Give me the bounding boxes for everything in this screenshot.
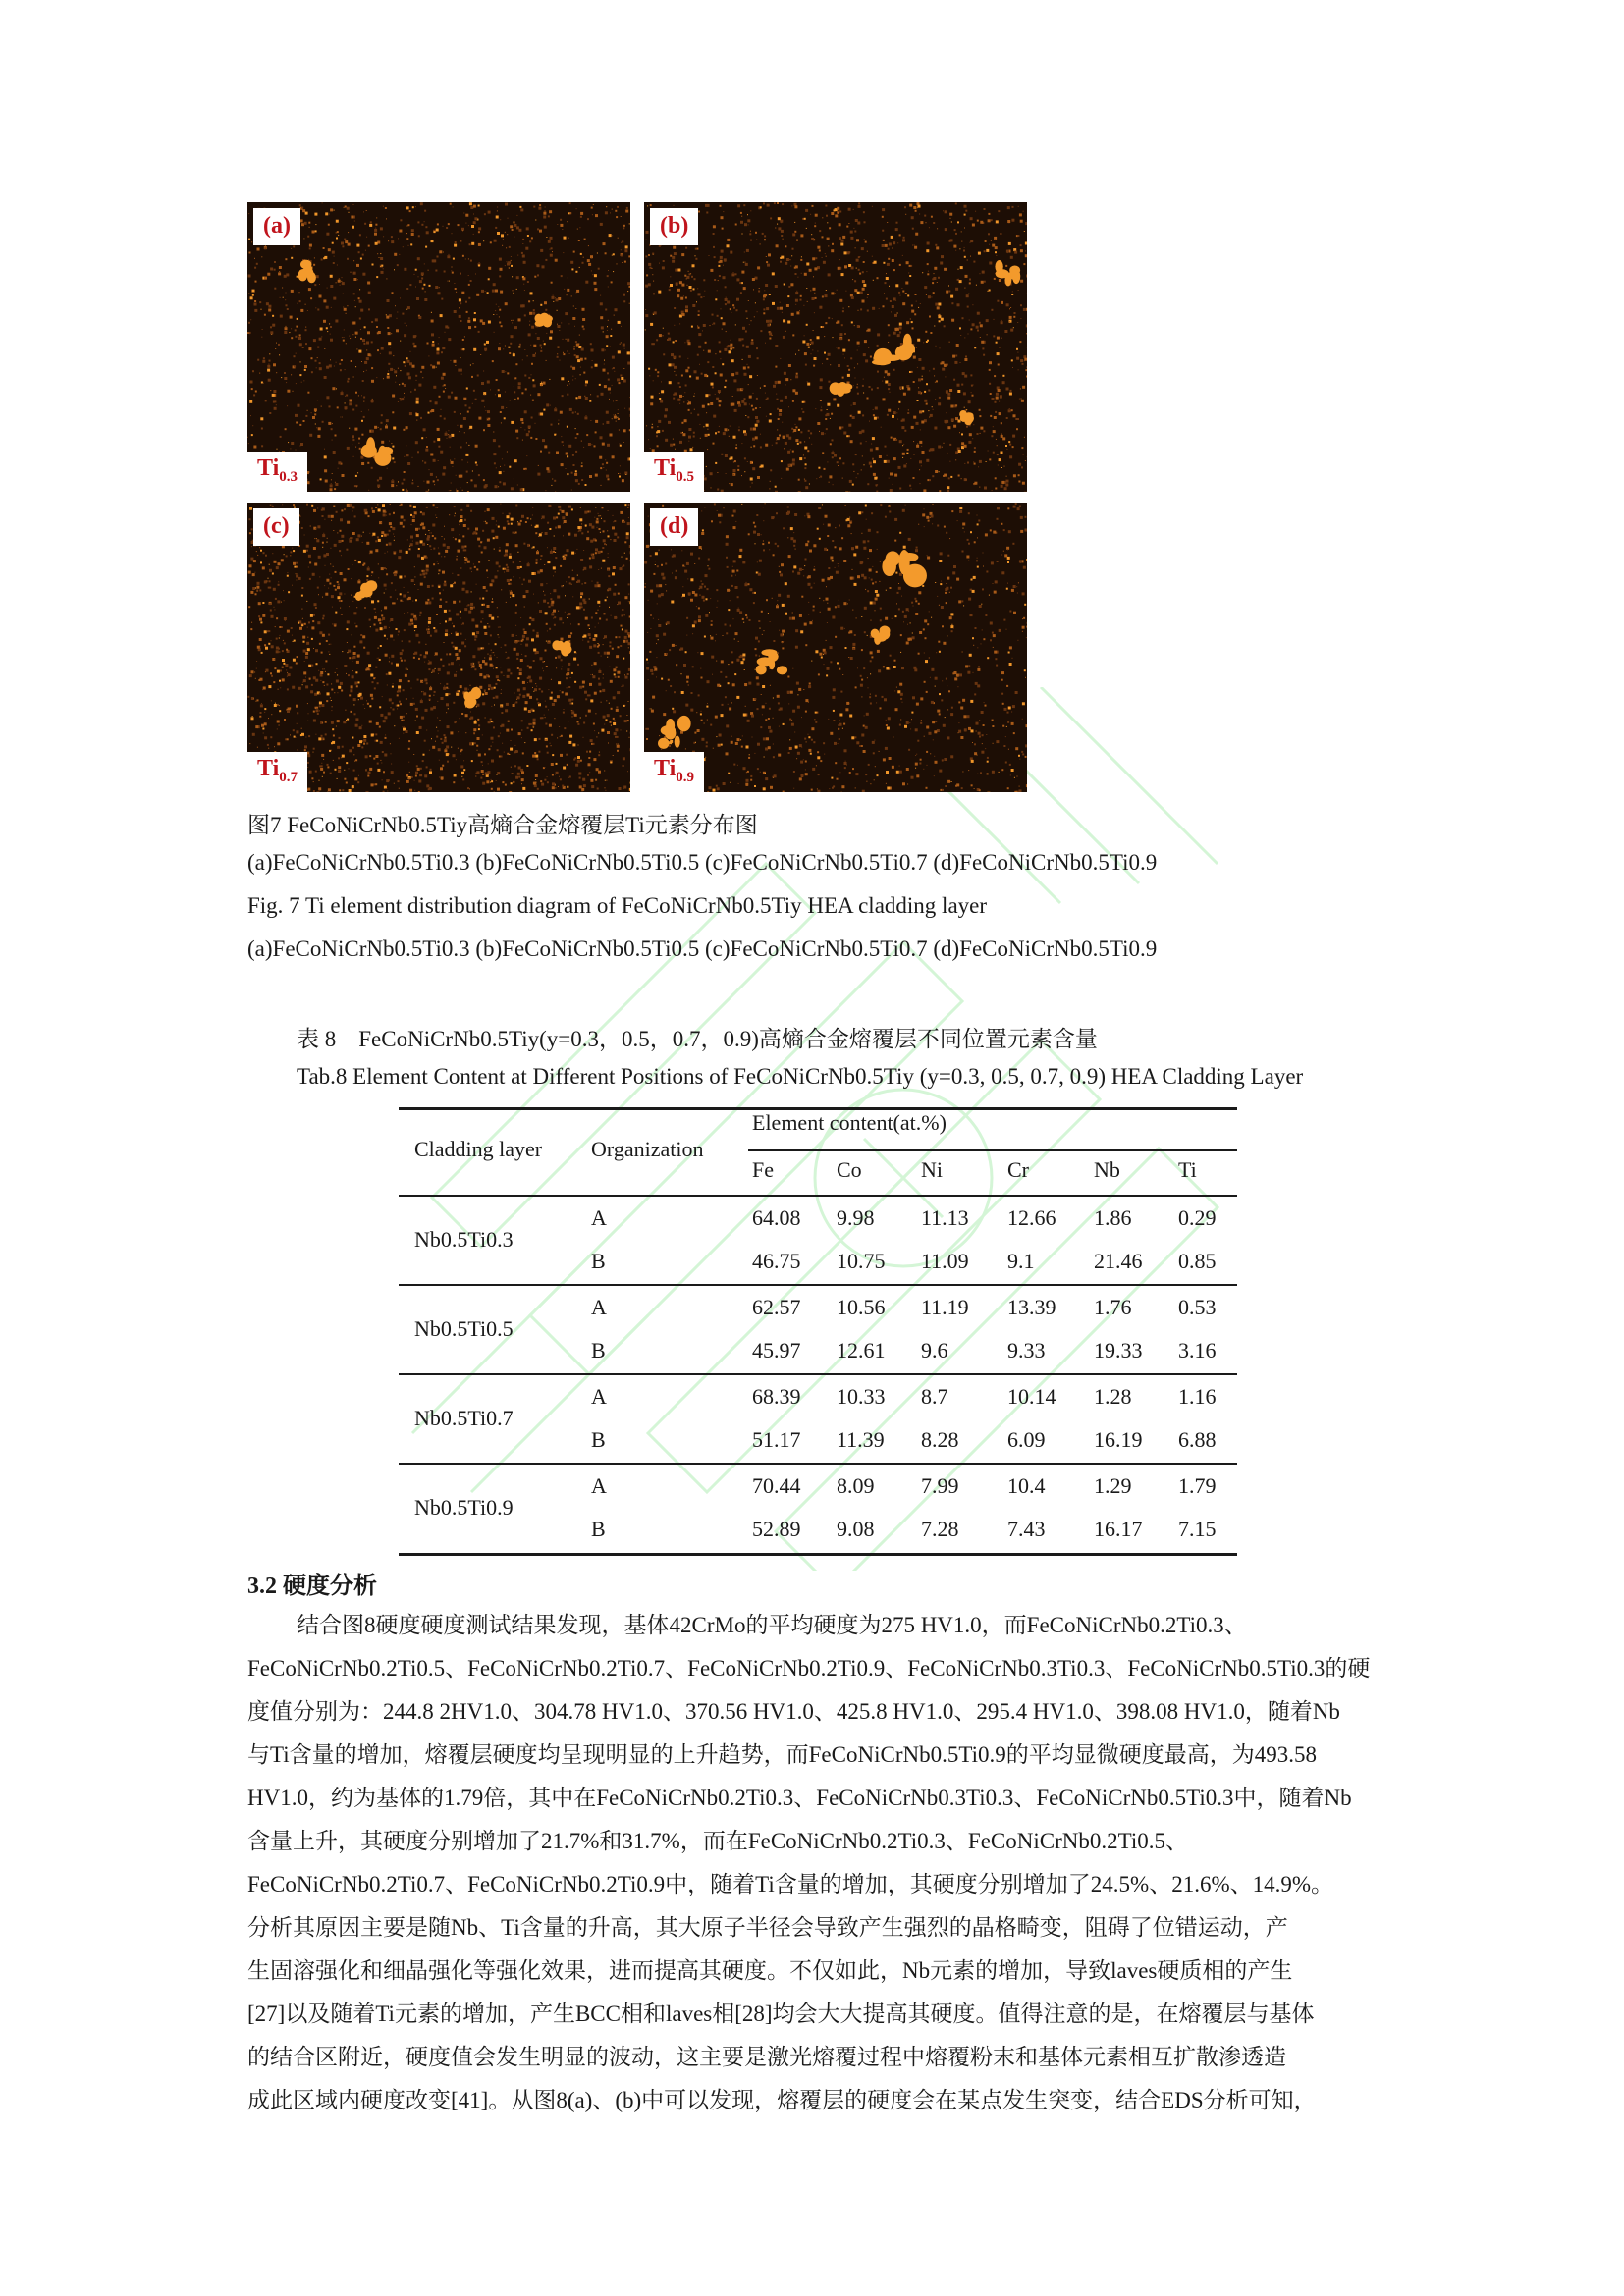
paragraph-line: FeCoNiCrNb0.2Ti0.5、FeCoNiCrNb0.2Ti0.7、FeCoNiCrNb0.2Ti0.9、FeCoNiCrNb0.3Ti0.3、FeCoNiCrNb0.5Ti0.3的硬 [247, 1656, 1371, 1681]
ti-distribution-map [247, 202, 630, 492]
panel-ti-label: $Ti_{0.3}$ [247, 452, 307, 492]
organization-label: A [591, 1295, 607, 1319]
value-ti: 1.79 [1178, 1473, 1217, 1498]
organization-label: A [591, 1384, 607, 1409]
cladding-layer-label: Nb0.5Ti0.3 [414, 1227, 514, 1252]
paragraph-line: 生固溶强化和细晶强化等强化效果，进而提高其硬度。不仅如此，Nb元素的增加，导致laves硬质相的产生 [247, 1958, 1293, 1983]
value-ti: 0.53 [1178, 1295, 1217, 1319]
value-fe: 46.75 [752, 1249, 801, 1273]
value-fe: 64.08 [752, 1205, 801, 1230]
organization-label: A [591, 1473, 607, 1498]
paragraph-line: 成此区域内硬度改变[41]。从图8(a)、(b)中可以发现，熔覆层的硬度会在某点发生突变，结合EDS分析可知， [247, 2088, 1317, 2112]
table-caption-en: Tab.8 Element Content at Different Positions of FeCoNiCrNb0.5Tiy (y=0.3, 0.5, 0.7, 0.9) HEA Cladding Layer [297, 1064, 1304, 1089]
value-cr: 12.66 [1007, 1205, 1056, 1230]
col-header-organization: Organization [591, 1137, 704, 1161]
value-nb: 1.76 [1094, 1295, 1132, 1319]
ti-distribution-map [644, 503, 1027, 792]
value-ni: 11.09 [921, 1249, 969, 1273]
panel-ti-label: $Ti_{0.5}$ [644, 452, 704, 492]
value-ti: 1.16 [1178, 1384, 1217, 1409]
table-caption-cn: 表 8 FeCoNiCrNb0.5Tiy(y=0.3，0.5，0.7，0.9)高熵合金熔覆层不同位置元素含量 [297, 1027, 1098, 1051]
value-co: 10.33 [837, 1384, 886, 1409]
value-ni: 7.99 [921, 1473, 959, 1498]
value-fe: 52.89 [752, 1517, 801, 1541]
group-rule [399, 1463, 1237, 1465]
table-group-rule [748, 1149, 1237, 1151]
panel-ti-label: $Ti_{0.9}$ [644, 752, 704, 792]
element-content-table [399, 1107, 1237, 1559]
value-ni: 8.7 [921, 1384, 948, 1409]
col-header-element-content: Element content(at.%) [752, 1110, 947, 1135]
value-ni: 11.19 [921, 1295, 969, 1319]
figure-caption-en-sub: (a)FeCoNiCrNb0.5Ti0.3 (b)FeCoNiCrNb0.5Ti0.5 (c)FeCoNiCrNb0.5Ti0.7 (d)FeCoNiCrNb0.5Ti0.9 [247, 936, 1158, 961]
col-header-layer: Cladding layer [414, 1137, 543, 1161]
col-header-cr: Cr [1007, 1157, 1029, 1182]
paragraph-line: 分析其原因主要是随Nb、Ti含量的升高，其大原子半径会导致产生强烈的晶格畸变，阻碍了位错运动，产 [247, 1915, 1288, 1940]
value-nb: 1.29 [1094, 1473, 1132, 1498]
col-header-ni: Ni [921, 1157, 943, 1182]
edx-panel-d [644, 503, 1027, 792]
edx-panel-c [247, 503, 630, 792]
value-co: 9.98 [837, 1205, 875, 1230]
group-rule [399, 1284, 1237, 1286]
panel-ti-label: $Ti_{0.7}$ [247, 752, 307, 792]
value-co: 12.61 [837, 1338, 886, 1362]
cladding-layer-label: Nb0.5Ti0.7 [414, 1406, 514, 1430]
organization-label: B [591, 1427, 606, 1452]
value-ti: 3.16 [1178, 1338, 1217, 1362]
section-title: 3.2 硬度分析 [247, 1574, 377, 1599]
value-cr: 7.43 [1007, 1517, 1046, 1541]
panel-letter: (a) [253, 208, 300, 245]
table-header-rule [399, 1195, 1237, 1197]
value-fe: 45.97 [752, 1338, 801, 1362]
paragraph-line: 的结合区附近，硬度值会发生明显的波动，这主要是激光熔覆过程中熔覆粉末和基体元素相互扩散渗透造 [247, 2045, 1286, 2069]
value-ni: 8.28 [921, 1427, 959, 1452]
value-nb: 19.33 [1094, 1338, 1143, 1362]
panel-letter: (c) [253, 508, 299, 546]
organization-label: B [591, 1517, 606, 1541]
value-co: 9.08 [837, 1517, 875, 1541]
edx-panel-a [247, 202, 630, 492]
value-cr: 9.1 [1007, 1249, 1035, 1273]
value-ni: 11.13 [921, 1205, 969, 1230]
col-header-nb: Nb [1094, 1157, 1120, 1182]
ti-distribution-map [644, 202, 1027, 492]
value-cr: 13.39 [1007, 1295, 1056, 1319]
paragraph-line: 度值分别为：244.8 2HV1.0、304.78 HV1.0、370.56 HV1.0、425.8 HV1.0、295.4 HV1.0、398.08 HV1.0，随着Nb [247, 1699, 1340, 1724]
col-header-fe: Fe [752, 1157, 774, 1182]
col-header-ti: Ti [1178, 1157, 1197, 1182]
col-header-co: Co [837, 1157, 862, 1182]
value-ti: 7.15 [1178, 1517, 1217, 1541]
value-ti: 0.29 [1178, 1205, 1217, 1230]
panel-letter: (d) [650, 508, 698, 546]
value-co: 11.39 [837, 1427, 885, 1452]
value-cr: 9.33 [1007, 1338, 1046, 1362]
paragraph-line: 含量上升，其硬度分别增加了21.7%和31.7%，而在FeCoNiCrNb0.2Ti0.3、FeCoNiCrNb0.2Ti0.5、 [247, 1829, 1188, 1853]
value-ni: 9.6 [921, 1338, 948, 1362]
cladding-layer-label: Nb0.5Ti0.9 [414, 1495, 514, 1520]
value-cr: 6.09 [1007, 1427, 1046, 1452]
value-nb: 16.19 [1094, 1427, 1143, 1452]
value-ti: 0.85 [1178, 1249, 1217, 1273]
table-bottom-rule [399, 1553, 1237, 1556]
paragraph-line: [27]以及随着Ti元素的增加，产生BCC相和laves相[28]均会大大提高其硬度。值得注意的是，在熔覆层与基体 [247, 2002, 1315, 2026]
value-co: 10.56 [837, 1295, 886, 1319]
figure-caption-cn-sub: (a)FeCoNiCrNb0.5Ti0.3 (b)FeCoNiCrNb0.5Ti0.5 (c)FeCoNiCrNb0.5Ti0.7 (d)FeCoNiCrNb0.5Ti0.9 [247, 850, 1158, 875]
value-fe: 51.17 [752, 1427, 801, 1452]
paragraph-line: 结合图8硬度硬度测试结果发现，基体42CrMo的平均硬度为275 HV1.0，而FeCoNiCrNb0.2Ti0.3、 [297, 1613, 1247, 1637]
organization-label: B [591, 1338, 606, 1362]
value-fe: 70.44 [752, 1473, 801, 1498]
paragraph-line: HV1.0，约为基体的1.79倍，其中在FeCoNiCrNb0.2Ti0.3、FeCoNiCrNb0.3Ti0.3、FeCoNiCrNb0.5Ti0.3中，随着Nb [247, 1786, 1352, 1810]
value-nb: 16.17 [1094, 1517, 1143, 1541]
paragraph-line: FeCoNiCrNb0.2Ti0.7、FeCoNiCrNb0.2Ti0.9中，随着Ti含量的增加，其硬度分别增加了24.5%、21.6%、14.9%。 [247, 1872, 1334, 1896]
value-cr: 10.14 [1007, 1384, 1056, 1409]
value-nb: 21.46 [1094, 1249, 1143, 1273]
figure-caption-en: Fig. 7 Ti element distribution diagram of FeCoNiCrNb0.5Tiy HEA cladding layer [247, 893, 988, 918]
figure-caption-cn: 图7 FeCoNiCrNb0.5Tiy高熵合金熔覆层Ti元素分布图 [247, 813, 758, 837]
value-ti: 6.88 [1178, 1427, 1217, 1452]
ti-distribution-map [247, 503, 630, 792]
value-co: 10.75 [837, 1249, 886, 1273]
group-rule [399, 1373, 1237, 1375]
value-fe: 68.39 [752, 1384, 801, 1409]
value-nb: 1.28 [1094, 1384, 1132, 1409]
panel-letter: (b) [650, 208, 698, 245]
value-nb: 1.86 [1094, 1205, 1132, 1230]
value-co: 8.09 [837, 1473, 875, 1498]
cladding-layer-label: Nb0.5Ti0.5 [414, 1316, 514, 1341]
value-cr: 10.4 [1007, 1473, 1046, 1498]
edx-panel-b [644, 202, 1027, 492]
organization-label: B [591, 1249, 606, 1273]
organization-label: A [591, 1205, 607, 1230]
value-ni: 7.28 [921, 1517, 959, 1541]
paragraph-line: 与Ti含量的增加，熔覆层硬度均呈现明显的上升趋势，而FeCoNiCrNb0.5Ti0.9的平均显微硬度最高，为493.58 [247, 1742, 1317, 1767]
value-fe: 62.57 [752, 1295, 801, 1319]
